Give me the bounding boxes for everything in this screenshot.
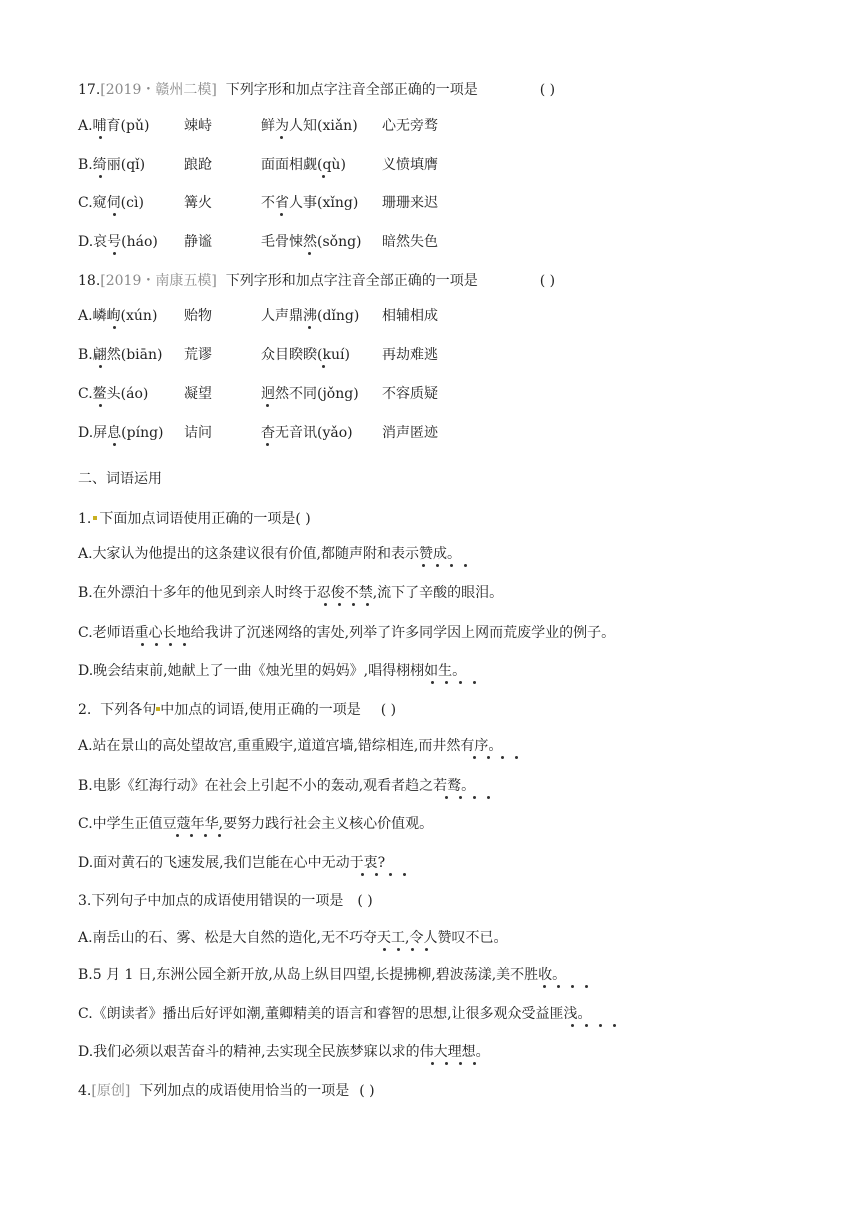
source-tag: [原创] [91, 1083, 131, 1099]
option-word: 竦峙 [184, 118, 212, 134]
option-line: C.中学生正值豆蔻年华,要努力践行社会主义核心价值观。 [78, 816, 434, 832]
question-number: 1. [78, 511, 92, 527]
emphasis-dot-marks [275, 136, 289, 141]
option-line: D.我们必须以艰苦奋斗的精神,去实现全民族梦寐以求的伟大理想。 [78, 1044, 490, 1060]
question-18-header [78, 272, 555, 290]
option-word: 暗然失色 [382, 234, 438, 250]
section-heading: 二、词语运用 [78, 471, 162, 487]
option-word: 篝火 [184, 195, 212, 211]
emphasis-dot-marks [468, 756, 526, 761]
emphasis-dot-marks [303, 252, 317, 257]
emphasis-dot-marks [94, 404, 108, 409]
option-row [78, 156, 778, 174]
question-17-header [78, 81, 555, 99]
option-word: 诘问 [184, 425, 212, 441]
option-row [78, 194, 778, 212]
option-word: 杳无音讯(yǎo) [261, 425, 353, 441]
question-number: 17. [78, 82, 101, 98]
emphasis-dot-marks [136, 643, 194, 648]
option-label: D.屏息(píng) [78, 425, 164, 441]
question-stem: 3.下列句子中加点的成语使用错误的一项是 [78, 893, 344, 909]
question-number: 2. [78, 702, 92, 718]
emphasis-dot-marks [317, 365, 331, 370]
option-row [78, 307, 778, 325]
question-4-header [78, 1082, 375, 1100]
emphasis-dot-marks [108, 326, 122, 331]
source-tag: [2019・南康五模] [100, 273, 217, 289]
option-label: C.鳌头(áo) [78, 386, 149, 402]
option-word: 迥然不同(jǒng) [261, 386, 359, 402]
option-row [78, 385, 778, 403]
highlight-marker [93, 516, 97, 520]
option-line: D.面对黄石的飞速发展,我们岂能在心中无动于衷? [78, 855, 386, 871]
answer-blank: ( ) [357, 893, 373, 909]
question-stem: 下面加点词语使用正确的一项是( ) [99, 511, 311, 527]
emphasis-dot-marks [171, 834, 229, 839]
answer-blank: ( ) [539, 273, 556, 289]
emphasis-dot-marks [108, 213, 122, 218]
question-3-header [78, 892, 373, 910]
emphasis-dot-marks [319, 603, 377, 608]
question-stem: 下列加点的成语使用恰当的一项是 [139, 1083, 350, 1099]
option-label: B.翩然(biān) [78, 347, 163, 363]
option-line: A.大家认为他提出的这条建议很有价值,都随声附和表示赞成。 [78, 546, 462, 562]
emphasis-dot-marks [440, 796, 498, 801]
emphasis-dot-marks [108, 252, 122, 257]
option-line: B.电影《红海行动》在社会上引起不小的轰动,观看者趋之若鹜。 [78, 778, 476, 794]
option-label: B.绮丽(qǐ) [78, 157, 146, 173]
option-word: 再劫难逃 [382, 347, 438, 363]
emphasis-dot-marks [378, 948, 436, 953]
option-line: C.老师语重心长地给我讲了沉迷网络的害处,列举了许多同学因上网而荒废学业的例子。 [78, 625, 616, 641]
option-word: 面面相觑(qù) [261, 157, 346, 173]
option-word: 踉跄 [184, 157, 212, 173]
option-word: 不省人事(xǐng) [261, 195, 359, 211]
option-line: A.南岳山的石、雾、松是大自然的造化,无不巧夺天工,令人赞叹不已。 [78, 930, 508, 946]
option-word: 义愤填膺 [382, 157, 438, 173]
emphasis-dot-marks [426, 681, 484, 686]
option-word: 心无旁骛 [382, 118, 438, 134]
emphasis-dot-marks [303, 326, 317, 331]
emphasis-dot-marks [261, 443, 275, 448]
emphasis-dot-marks [566, 1024, 624, 1029]
question-stem: 下列各句 [100, 702, 157, 718]
option-word: 众目睽睽(kuí) [261, 347, 350, 363]
emphasis-dot-marks [94, 175, 108, 180]
option-word: 人声鼎沸(dǐng) [261, 308, 360, 324]
option-row [78, 424, 778, 442]
answer-blank: ( ) [380, 702, 397, 718]
option-line: B.在外漂泊十多年的他见到亲人时终于忍俊不禁,流下了辛酸的眼泪。 [78, 585, 504, 601]
emphasis-dot-marks [538, 985, 596, 990]
question-stem-continued: 中加点的词语,使用正确的一项是 [160, 702, 361, 718]
question-number: 18. [78, 273, 101, 289]
option-row [78, 233, 778, 251]
option-word: 毛骨悚然(sǒng) [261, 234, 362, 250]
option-row [78, 117, 778, 135]
option-line: D.晚会结束前,她献上了一曲《烛光里的妈妈》,唱得栩栩如生。 [78, 663, 467, 679]
option-word: 不容质疑 [382, 386, 438, 402]
source-tag: [2019・赣州二模] [100, 82, 217, 98]
emphasis-dot-marks [356, 873, 414, 878]
option-label: A.嶙峋(xún) [78, 308, 158, 324]
emphasis-dot-marks [417, 564, 475, 569]
option-word: 消声匿迹 [382, 425, 438, 441]
option-word: 贻物 [184, 308, 212, 324]
emphasis-dot-marks [94, 136, 108, 141]
question-number: 4. [78, 1083, 92, 1099]
option-word: 静谧 [184, 234, 212, 250]
option-line: A.站在景山的高处望故宫,重重殿宇,道道宫墙,错综相连,而井然有序。 [78, 738, 503, 754]
question-stem: 下列字形和加点字注音全部正确的一项是 [225, 82, 478, 98]
emphasis-dot-marks [261, 404, 275, 409]
emphasis-dot-marks [94, 365, 108, 370]
emphasis-dot-marks [426, 1062, 484, 1067]
option-label: C.窥伺(cì) [78, 195, 144, 211]
answer-blank: ( ) [539, 82, 556, 98]
option-line: C.《朗读者》播出后好评如潮,董卿精美的语言和睿智的思想,让很多观众受益匪浅。 [78, 1006, 592, 1022]
emphasis-dot-marks [317, 175, 331, 180]
option-word: 荒谬 [184, 347, 212, 363]
question-1-header [78, 510, 311, 528]
emphasis-dot-marks [108, 443, 122, 448]
answer-blank: ( ) [359, 1083, 375, 1099]
option-label: A.哺育(pǔ) [78, 118, 150, 134]
option-label: D.哀号(háo) [78, 234, 158, 250]
option-word: 相辅相成 [382, 308, 438, 324]
option-word: 凝望 [184, 386, 212, 402]
option-line: B.5 月 1 日,东洲公园全新开放,从岛上纵目四望,长提拂柳,碧波荡漾,美不胜收。 [78, 967, 567, 983]
question-stem: 下列字形和加点字注音全部正确的一项是 [225, 273, 478, 289]
option-word: 鲜为人知(xiǎn) [261, 118, 358, 134]
question-2-header [78, 701, 396, 719]
option-word: 珊珊来迟 [382, 195, 438, 211]
option-row [78, 346, 778, 364]
emphasis-dot-marks [275, 213, 289, 218]
